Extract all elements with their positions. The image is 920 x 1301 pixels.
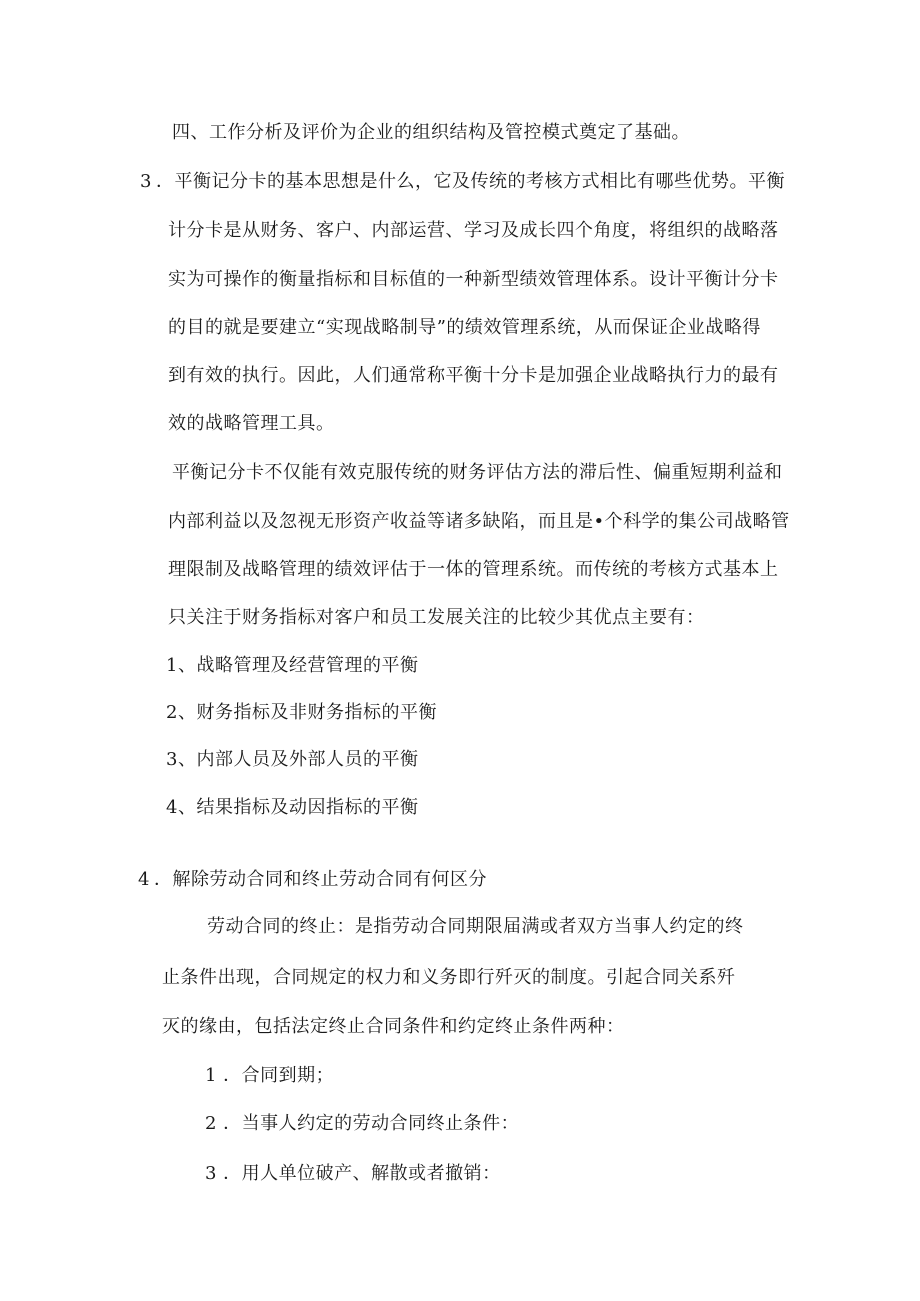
question-3-paragraph-2-line-1: 平衡记分卡不仅能有效克服传统的财务评估方法的滞后性、偏重短期利益和 xyxy=(172,462,783,483)
question-3-paragraph-2-line-2: 内部利益以及忽视无形资产收益等诸多缺陷，而且是•个科学的集公司战略管 xyxy=(168,511,790,532)
termination-condition-3: 3 ．用人单位破产、解散或者撤销： xyxy=(205,1163,501,1184)
question-4-title: ．解除劳动合同和终止劳动合同有何区分 xyxy=(154,869,487,890)
question-3-paragraph-2-line-3: 理限制及战略管理的绩效评估于一体的管理系统。而传统的考核方式基本上 xyxy=(168,559,779,580)
question-4-number: 4 xyxy=(138,869,150,890)
question-3-line-3: 实为可操作的衡量指标和目标值的一种新型绩效管理体系。设计平衡计分卡 xyxy=(168,269,779,290)
advantage-item-2: 2、财务指标及非财务指标的平衡 xyxy=(166,702,437,723)
question-3-number: 3 xyxy=(140,171,152,192)
termination-condition-2: 2 ．当事人约定的劳动合同终止条件： xyxy=(205,1113,520,1134)
question-4-paragraph-line-2: 止条件出现，合同规定的权力和义务即行歼灭的制度。引起合同关系歼 xyxy=(162,967,736,988)
advantage-item-1: 1、战略管理及经营管理的平衡 xyxy=(166,655,419,676)
section-4-intro-paragraph: 四、工作分析及评价为企业的组织结构及管控模式奠定了基础。 xyxy=(172,122,690,143)
advantage-item-3: 3、内部人员及外部人员的平衡 xyxy=(166,749,419,770)
question-3-line-4: 的目的就是要建立“实现战略制导”的绩效管理系统，从而保证企业战略得 xyxy=(168,317,761,338)
question-3-line-1: ．平衡记分卡的基本思想是什么，它及传统的考核方式相比有哪些优势。平衡 xyxy=(156,171,785,192)
question-3-paragraph-2-line-4: 只关注于财务指标对客户和员工发展关注的比较少其优点主要有： xyxy=(168,607,705,628)
question-3-line-2: 计分卡是从财务、客户、内部运营、学习及成长四个角度，将组织的战略落 xyxy=(168,220,779,241)
question-3-line-5: 到有效的执行。因此，人们通常称平衡十分卡是加强企业战略执行力的最有 xyxy=(168,365,779,386)
question-4-paragraph-line-3: 灭的缘由，包括法定终止合同条件和约定终止条件两种： xyxy=(162,1016,625,1037)
advantage-item-4: 4、结果指标及动因指标的平衡 xyxy=(166,797,419,818)
termination-condition-1: 1 ．合同到期； xyxy=(205,1065,335,1086)
question-4-paragraph-line-1: 劳动合同的终止：是指劳动合同期限届满或者双方当事人约定的终 xyxy=(207,916,744,937)
question-3-line-6: 效的战略管理工具。 xyxy=(168,413,335,434)
